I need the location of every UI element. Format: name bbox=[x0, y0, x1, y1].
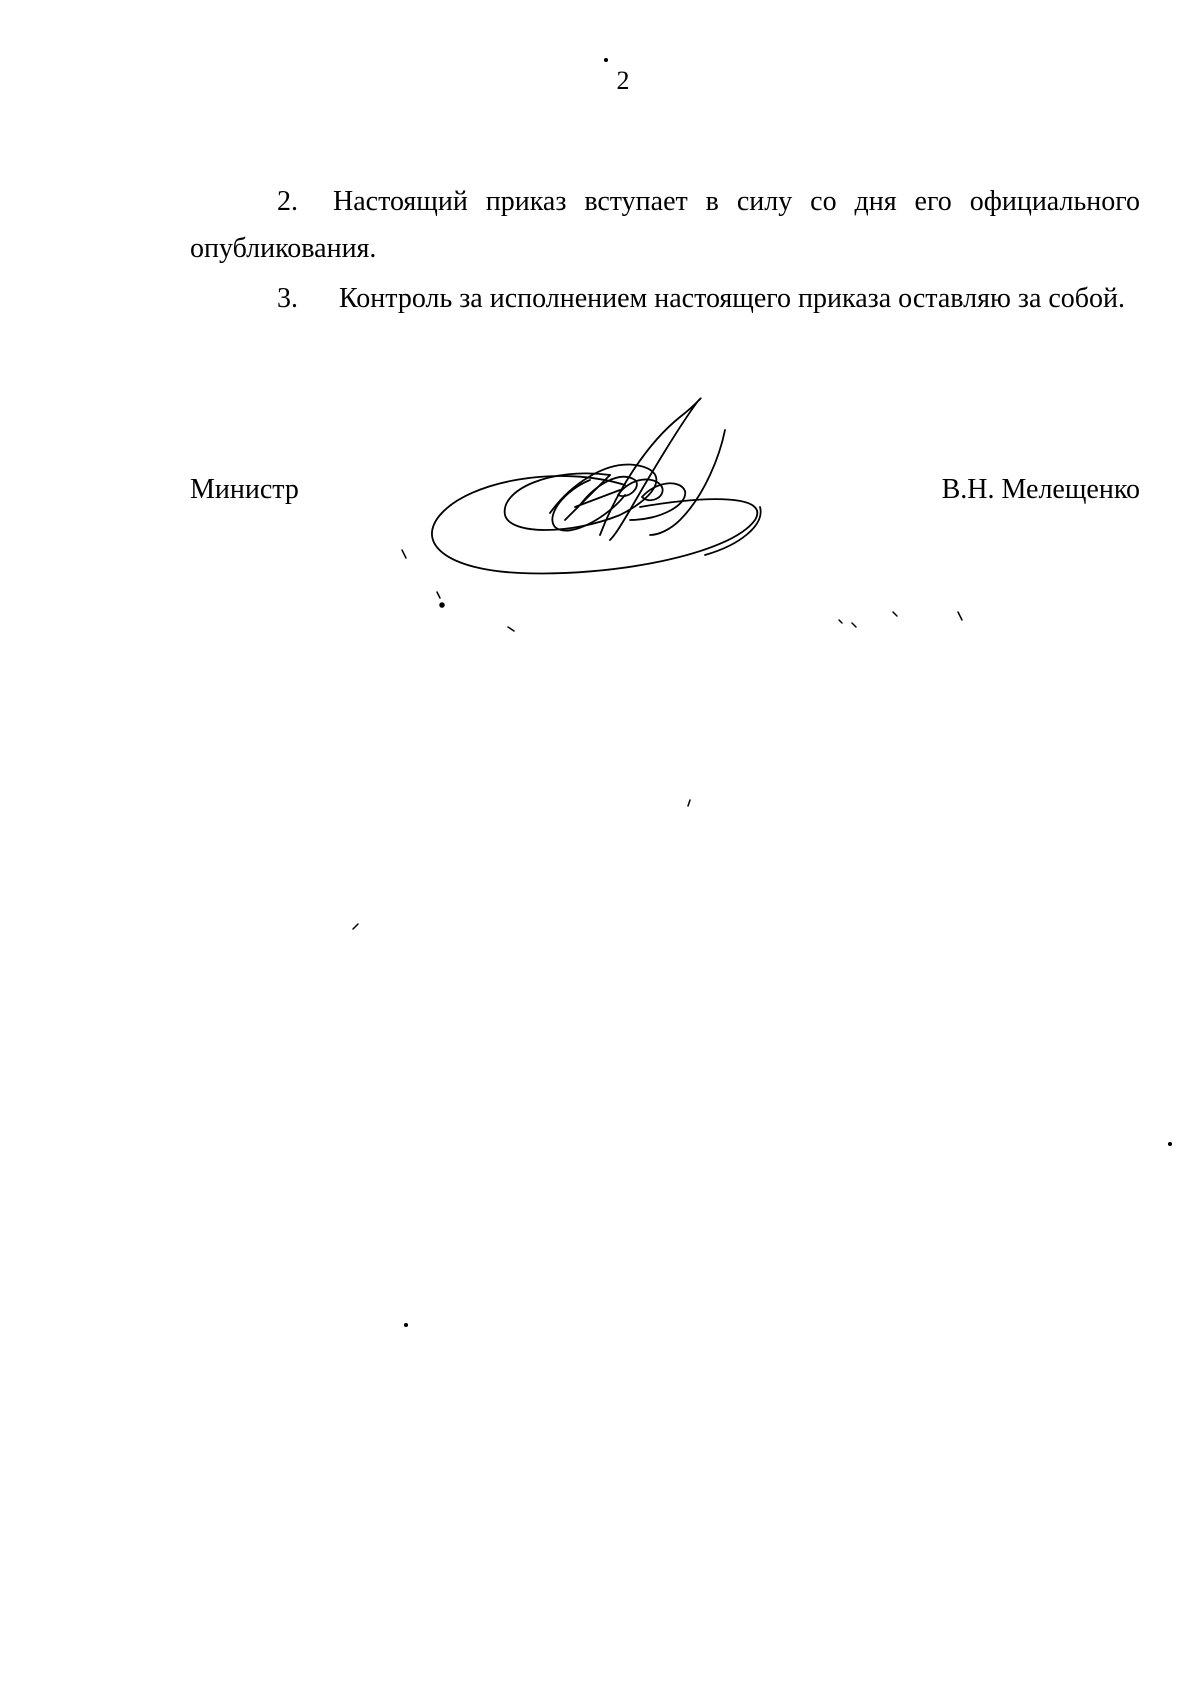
clause-3 bbox=[190, 275, 1140, 322]
signer-position: Министр bbox=[190, 474, 299, 505]
clause-number: 2. bbox=[277, 186, 298, 217]
handwritten-signature bbox=[380, 395, 840, 635]
clause-text: Контроль за исполнением настоящего приказа оставляю за собой. bbox=[339, 283, 1126, 314]
page-number: 2 bbox=[616, 66, 630, 95]
clause-2 bbox=[190, 178, 1140, 272]
clause-text: Настоящий приказ вступает в силу со дня его официального опубликования. bbox=[190, 186, 1140, 264]
signer-name: В.Н. Мелещенко bbox=[941, 474, 1140, 505]
clause-number: 3. bbox=[277, 283, 298, 314]
